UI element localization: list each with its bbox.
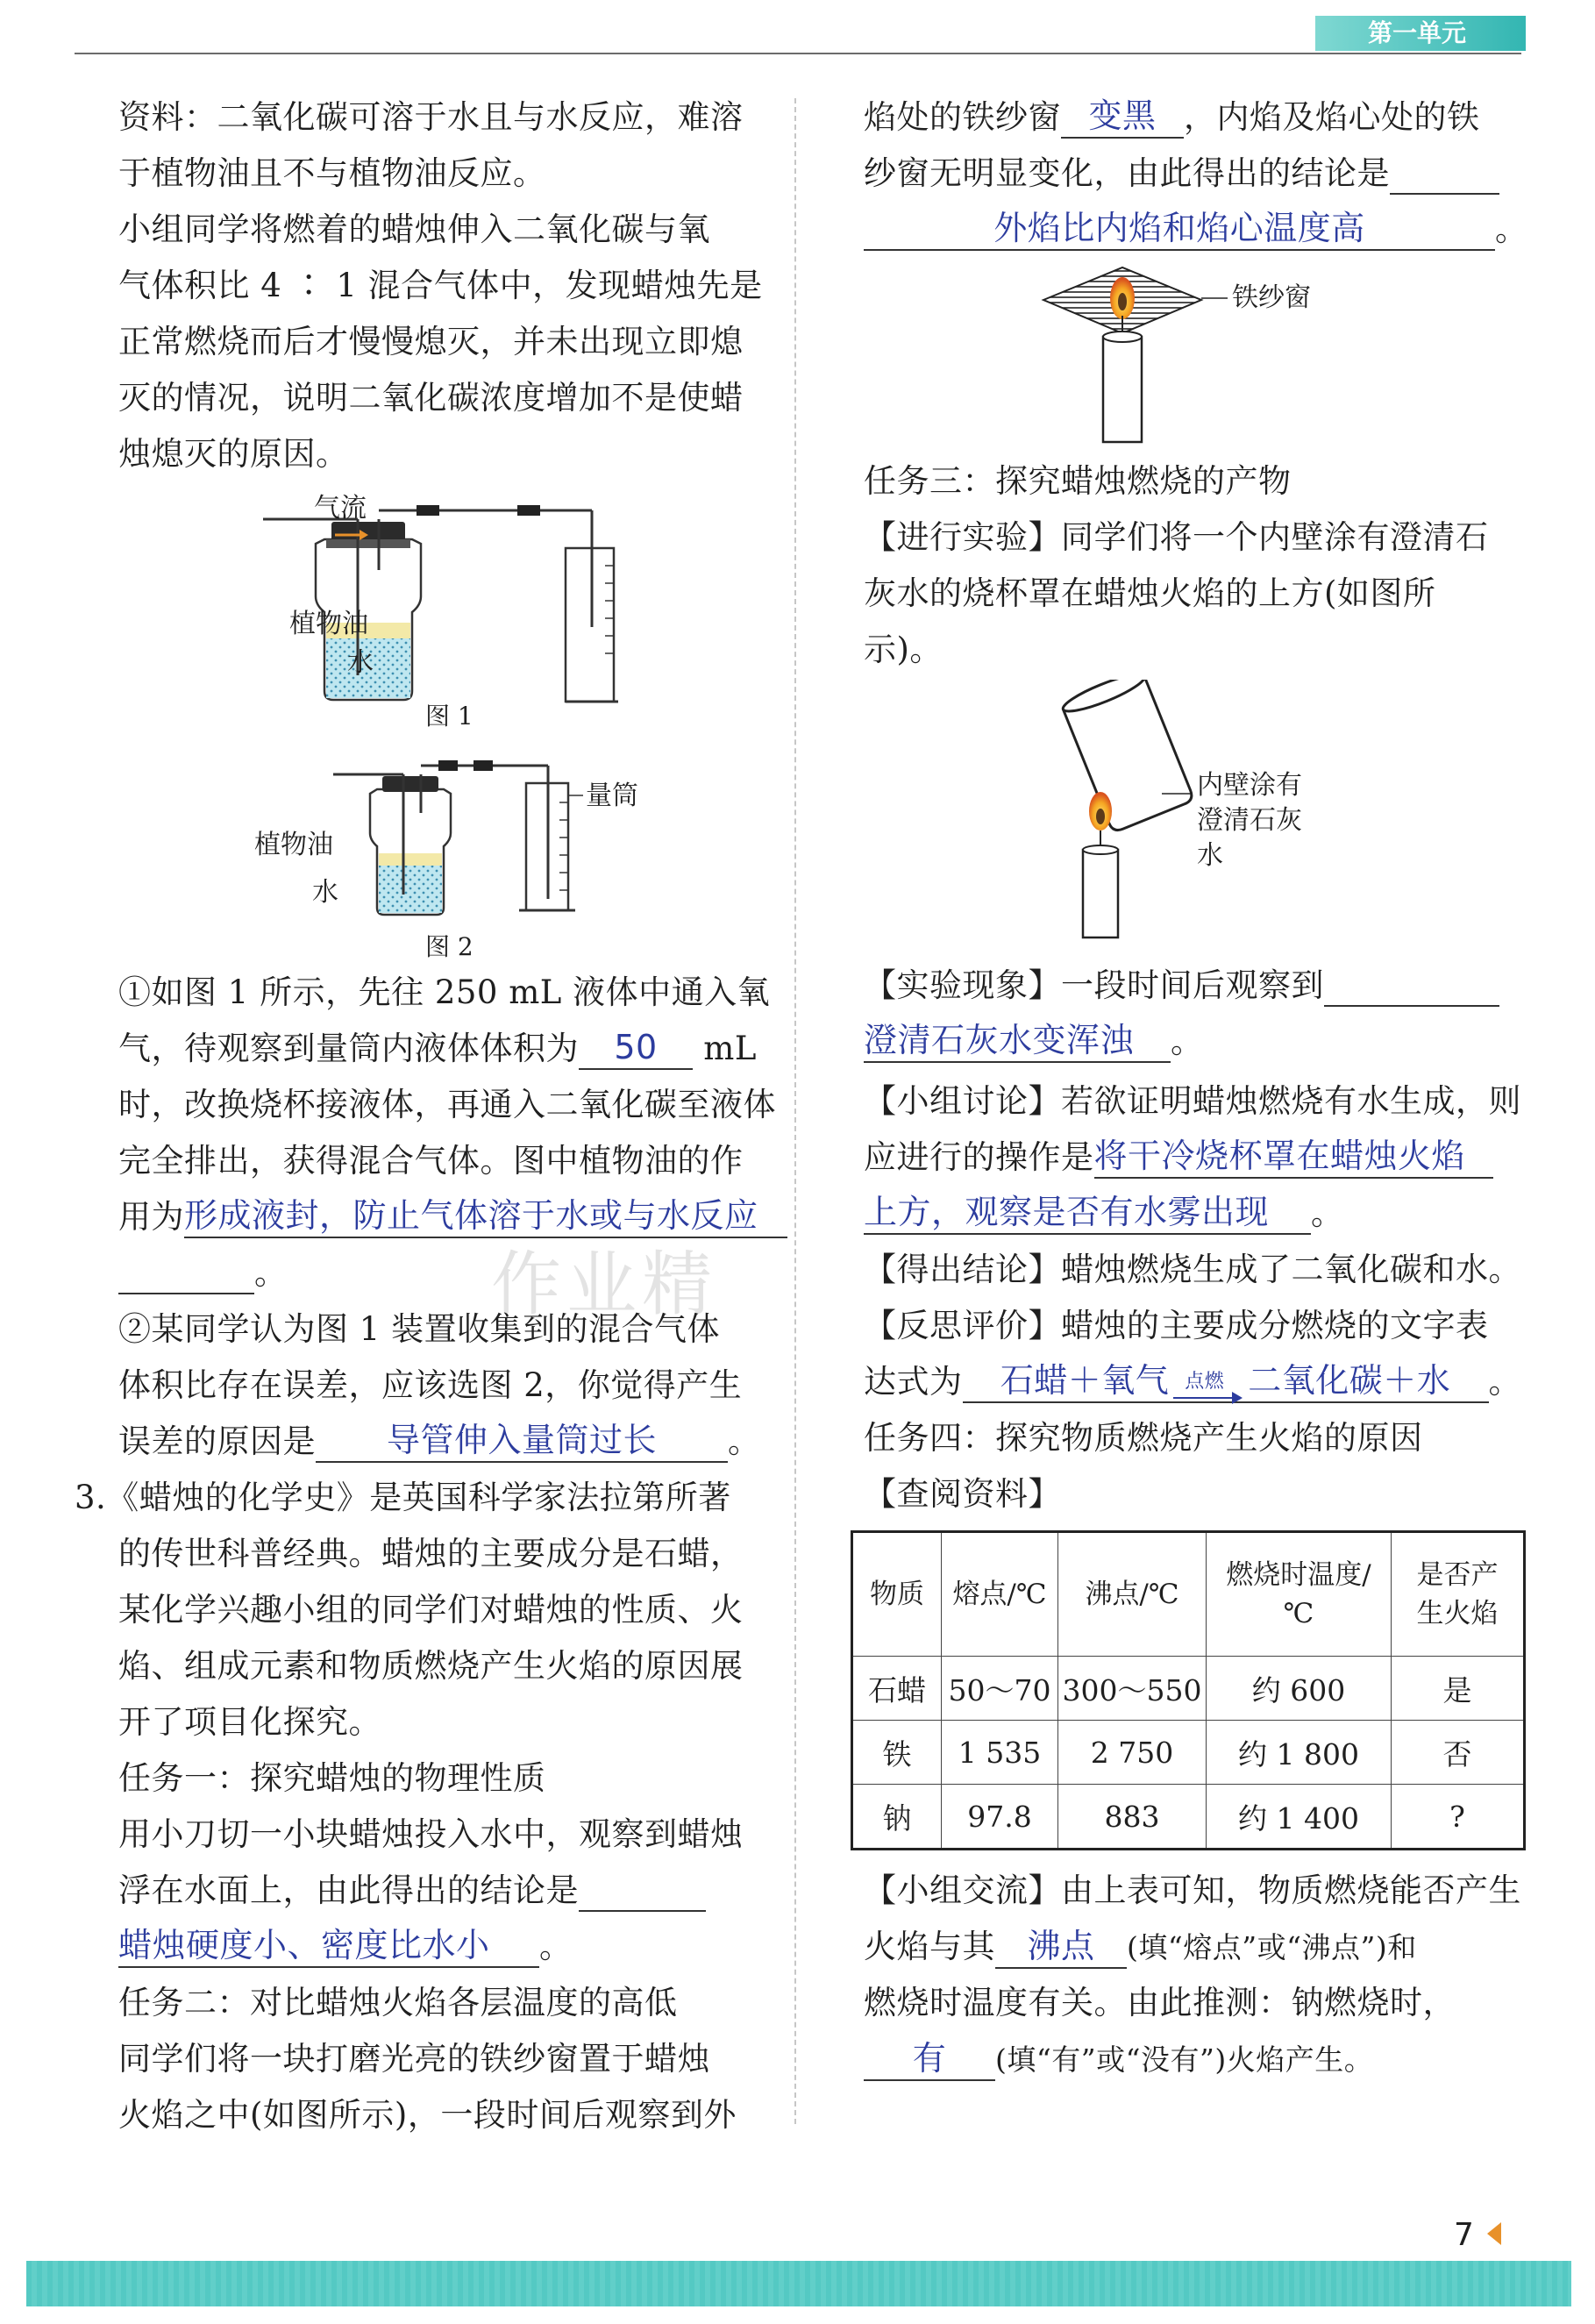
- beaker-label-2: 澄清石灰: [1197, 805, 1302, 836]
- table-cell: ?: [1392, 1785, 1525, 1850]
- arrow-head-icon: [1232, 1392, 1243, 1404]
- task3-title: 任务三：探究蜡烛燃烧的产物: [864, 462, 1292, 500]
- task1-line-1: 用小刀切一小块蜡烛投入水中，观察到蜡烛: [118, 1815, 744, 1853]
- q3-line-2: 的传世科普经典。蜡烛的主要成分是石蜡，: [118, 1535, 744, 1572]
- unit-tab: [1315, 16, 1526, 51]
- column-divider: [794, 98, 796, 2124]
- left-line-1: 资料：二氧化碳可溶于水且与水反应，难溶: [118, 98, 744, 136]
- exp-line-1: 【进行实验】同学们将一个内壁涂有澄清石: [864, 518, 1489, 556]
- task2-title: 任务二：对比蜡烛火焰各层温度的高低: [118, 1984, 678, 2021]
- exp-line-3: 示)。: [864, 631, 943, 668]
- ex-text-a: 火焰与其: [864, 1928, 995, 1965]
- q3-line-1: 3.《蜡烛的化学史》是英国科学家法拉第所著: [75, 1479, 731, 1516]
- material-table: [851, 1530, 1526, 1850]
- exp-line-2: 灰水的烧杯罩在蜡烛火焰的上方(如图所: [864, 574, 1436, 612]
- lookup-title: 【查阅资料】: [864, 1475, 1061, 1513]
- r2-text: 纱窗无明显变化，由此得出的结论是: [864, 154, 1390, 192]
- table-cell: 约 600: [1207, 1657, 1392, 1721]
- task2-line-1: 同学们将一块打磨光亮的铁纱窗置于蜡烛: [118, 2040, 710, 2078]
- r1-answer-blackened: 变黑: [1061, 96, 1184, 139]
- fig1-airflow-label: 气流: [314, 493, 367, 524]
- refl-text: 达式为: [864, 1363, 963, 1401]
- refl-answer-left: 石蜡＋氧气: [1000, 1361, 1170, 1400]
- table-cell: 2 750: [1058, 1721, 1207, 1785]
- fig2-caption: 图 2: [425, 932, 474, 961]
- q3-line-5: 开了项目化探究。: [118, 1703, 381, 1741]
- conclusion-line: 【得出结论】蜡烛燃烧生成了二氧化碳和水。: [864, 1251, 1521, 1288]
- phen-blank: [1324, 965, 1499, 1007]
- task1-blank: [579, 1870, 706, 1912]
- table-cell: 否: [1392, 1721, 1525, 1785]
- q1-text-c: 用为: [118, 1198, 184, 1236]
- page-number: 7: [1454, 2217, 1474, 2253]
- left-line-2: 于植物油且不与植物油反应。: [118, 154, 546, 192]
- q2-text-end: 。: [728, 1422, 761, 1460]
- phen-answer: 澄清石灰水变浑浊: [864, 1021, 1171, 1063]
- ex-line-2: [864, 1926, 1417, 1969]
- ex-answer-flame: 有: [864, 2039, 995, 2081]
- disc-end: 。: [1311, 1194, 1344, 1232]
- q2-answer-error-cause: 导管伸入量筒过长: [316, 1421, 728, 1463]
- table-header-cell: 是否产生火焰: [1392, 1532, 1525, 1657]
- table-header-row: [852, 1532, 1525, 1657]
- ex-line-1: 【小组交流】由上表可知，物质燃烧能否产生: [864, 1871, 1521, 1909]
- right-line-2: [864, 153, 1499, 195]
- q1-line-3: 时，改换烧杯接液体，再通入二氧化碳至液体: [118, 1086, 776, 1123]
- table-header-cell: 物质: [852, 1532, 942, 1657]
- page-arrow-icon: [1487, 2222, 1501, 2245]
- beaker-candle-figure: [1048, 680, 1206, 943]
- bottom-band: [26, 2261, 1571, 2306]
- table-header-cell: 燃烧时温度/℃: [1207, 1532, 1392, 1657]
- q2-text-a: 误差的原因是: [118, 1422, 316, 1460]
- fig2-water-label: 水: [312, 877, 338, 908]
- table-cell: 300～550: [1058, 1657, 1207, 1721]
- phen-text: 【实验现象】一段时间后观察到: [864, 966, 1324, 1004]
- left-line-5: 正常燃烧而后才慢慢熄灭，并未出现立即熄: [118, 323, 744, 360]
- beaker-label-3: 水: [1197, 840, 1223, 871]
- fig1-oil-label: 植物油: [289, 609, 368, 639]
- q1-line-4: 完全排出，获得混合气体。图中植物油的作: [118, 1142, 744, 1180]
- table-header-cell: 沸点/℃: [1058, 1532, 1207, 1657]
- q3-line-4: 焰、组成元素和物质燃烧产生火焰的原因展: [118, 1647, 744, 1685]
- q1-blank-continued: [118, 1252, 254, 1294]
- q1-answer-volume: 50: [579, 1028, 693, 1070]
- phen-line-2: [864, 1021, 1204, 1063]
- r3-answer-temperature: 外焰比内焰和焰心温度高: [864, 209, 1495, 251]
- table-cell: 97.8: [942, 1785, 1058, 1850]
- q1-text-a: 气，待观察到量筒内液体体积为: [118, 1030, 579, 1067]
- q1-text-b: mL: [693, 1030, 757, 1067]
- q1-line-6: [118, 1252, 288, 1294]
- disc-text: 应进行的操作是: [864, 1138, 1094, 1176]
- refl-end: 。: [1488, 1363, 1521, 1401]
- ex-text-c: (填“有”或“没有”)火焰产生。: [995, 2042, 1374, 2077]
- table-cell: 石蜡: [852, 1657, 942, 1721]
- disc-line-1: 【小组讨论】若欲证明蜡烛燃烧有水生成，则: [864, 1082, 1521, 1120]
- table-cell: 约 1 400: [1207, 1785, 1392, 1850]
- gauze-candle-figure: [1035, 263, 1245, 447]
- fig1-caption: 图 1: [425, 702, 474, 731]
- task1-line-2: [118, 1870, 706, 1912]
- table-row: [852, 1785, 1525, 1850]
- r3-end: 。: [1495, 210, 1528, 248]
- fig1-water-label: 水: [347, 647, 374, 678]
- task1-end: 。: [539, 1928, 573, 1965]
- r2-blank: [1390, 153, 1499, 195]
- refl-answer-right: 二氧化碳＋水: [1248, 1361, 1451, 1400]
- right-line-3: [864, 209, 1528, 251]
- refl-line-2: [864, 1361, 1521, 1403]
- table-cell: 钠: [852, 1785, 942, 1850]
- gauze-label: 铁纱窗: [1232, 282, 1311, 313]
- left-line-4: 气体积比 4 ∶ 1 混合气体中，发现蜡烛先是: [118, 267, 763, 304]
- fig2-cylinder-label: 量筒: [586, 781, 638, 811]
- ex-text-b: (填“熔点”或“沸点”)和: [1127, 1930, 1417, 1964]
- ex-line-4: [864, 2038, 1373, 2081]
- q2-line-1: ②某同学认为图 1 装置收集到的混合气体: [118, 1310, 721, 1348]
- task1-text: 浮在水面上，由此得出的结论是: [118, 1871, 579, 1909]
- q2-line-3: [118, 1421, 761, 1463]
- task1-line-3: [118, 1926, 573, 1968]
- refl-answer-expression: [963, 1361, 1489, 1403]
- q3-line-3: 某化学兴趣小组的同学们对蜡烛的性质、火: [118, 1591, 744, 1629]
- fig2-oil-label: 植物油: [254, 830, 333, 860]
- r1-text-a: 焰处的铁纱窗: [864, 98, 1061, 136]
- table-cell: 约 1 800: [1207, 1721, 1392, 1785]
- q1-answer-oil-role: 形成液封，防止气体溶于水或与水反应: [184, 1196, 787, 1238]
- top-rule: [75, 53, 1521, 54]
- table-cell: 是: [1392, 1657, 1525, 1721]
- right-line-1: [864, 96, 1480, 139]
- disc-answer-1: 将干冷烧杯罩在蜡烛火焰: [1094, 1137, 1493, 1179]
- table-cell: 50～70: [942, 1657, 1058, 1721]
- table-row: [852, 1721, 1525, 1785]
- r1-text-b: ，内焰及焰心处的铁: [1184, 98, 1480, 136]
- unit-tab-label: 第一单元: [1368, 18, 1467, 47]
- table-cell: 铁: [852, 1721, 942, 1785]
- table-cell: 1 535: [942, 1721, 1058, 1785]
- q1-text-end: 。: [254, 1254, 288, 1292]
- task1-title: 任务一：探究蜡烛的物理性质: [118, 1759, 546, 1797]
- table-cell: 883: [1058, 1785, 1207, 1850]
- task4-title: 任务四：探究物质燃烧产生火焰的原因: [864, 1419, 1423, 1457]
- left-line-3: 小组同学将燃着的蜡烛伸入二氧化碳与氧: [118, 210, 710, 248]
- q2-line-2: 体积比存在误差，应该选图 2，你觉得产生: [118, 1366, 743, 1404]
- disc-line-3: [864, 1193, 1344, 1235]
- phen-line-1: [864, 965, 1499, 1007]
- task2-line-2: 火焰之中(如图所示)，一段时间后观察到外: [118, 2096, 737, 2134]
- arrow-shaft: [1173, 1397, 1235, 1399]
- q1-line-1: ①如图 1 所示，先往 250 mL 液体中通入氧: [118, 973, 771, 1011]
- airflow-arrow-icon: [333, 526, 368, 544]
- table-row: [852, 1657, 1525, 1721]
- table-header-cell: 熔点/℃: [942, 1532, 1058, 1657]
- task1-answer: 蜡烛硬度小、密度比水小: [118, 1926, 539, 1968]
- disc-answer-2: 上方，观察是否有水雾出现: [864, 1193, 1311, 1235]
- figure-2-apparatus: [333, 750, 631, 921]
- left-line-6: 灭的情况，说明二氧化碳浓度增加不是使蜡: [118, 379, 744, 417]
- reaction-condition: 点燃: [1185, 1371, 1225, 1393]
- refl-line-1: 【反思评价】蜡烛的主要成分燃烧的文字表: [864, 1307, 1489, 1344]
- disc-line-2: [864, 1137, 1493, 1179]
- left-line-7: 烛熄灭的原因。: [118, 435, 349, 473]
- phen-end: 。: [1171, 1023, 1204, 1060]
- ex-line-3: 燃烧时温度有关。由此推测：钠燃烧时，: [864, 1984, 1456, 2021]
- beaker-label-1: 内壁涂有: [1197, 770, 1302, 801]
- ex-answer-boiling: 沸点: [995, 1927, 1127, 1969]
- watermark: 作业精: [491, 1244, 717, 1325]
- q1-line-2: [118, 1028, 757, 1070]
